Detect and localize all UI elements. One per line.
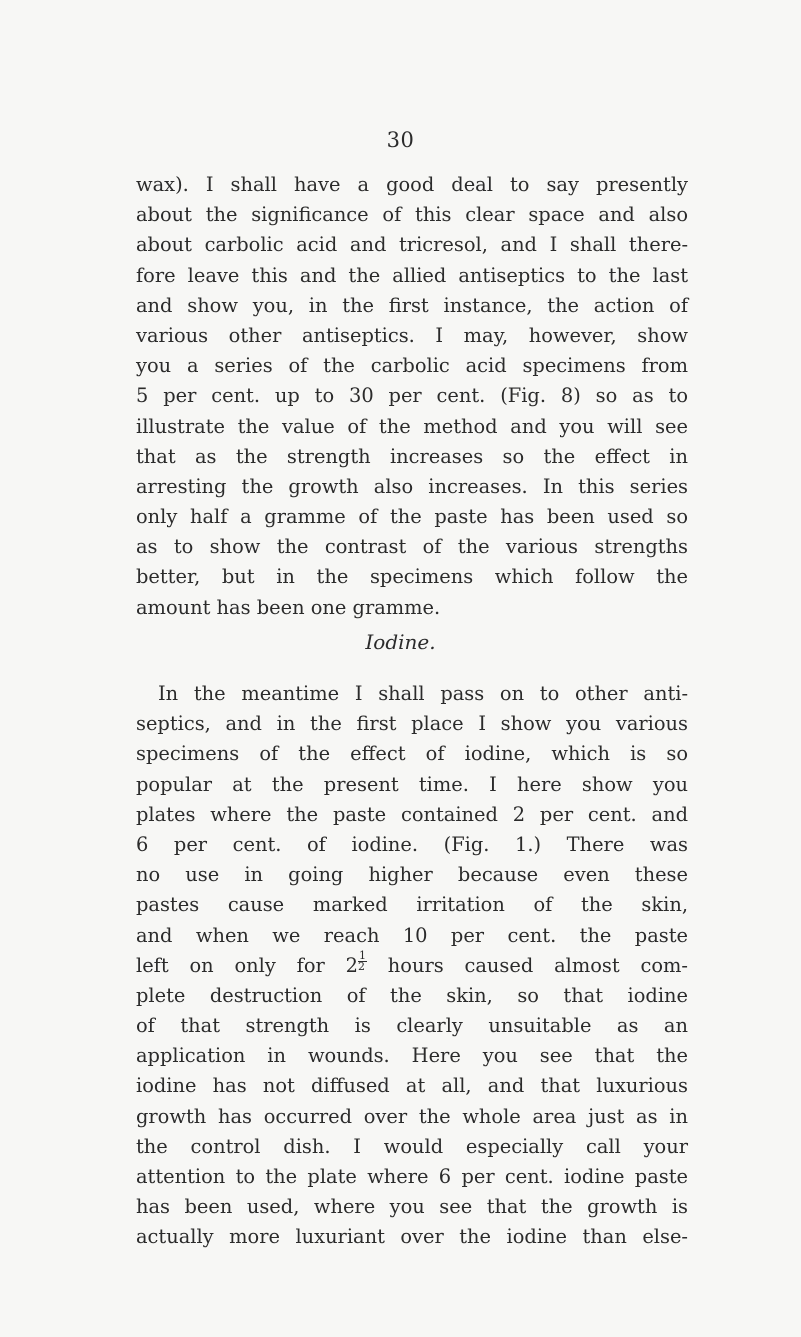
text-line: specimens of the effect of iodine, which is so [136,742,688,766]
text-line: iodine has not diffused at all, and that luxurious [136,1074,688,1098]
text-line: about the significance of this clear space and also [136,203,688,227]
text-line: various other antiseptics. I may, however, show [136,323,688,347]
text-line: better, but in the specimens which follow the [136,565,688,589]
paragraph-carbolic [136,170,688,623]
text-line: pastes cause marked irritation of the skin, [136,893,688,917]
text-line: you a series of the carbolic acid specimens from [136,354,688,378]
text-line: the control dish. I would especially call your [136,1134,688,1158]
page-number: 30 [386,128,415,152]
text-line: no use in going higher because even these [136,863,688,887]
fraction-one-half [357,948,367,973]
fraction-line-start: left on only for 2 [136,953,358,977]
fraction-line-end: hours caused almost com- [366,953,688,977]
text-line: popular at the present time. I here show you [136,772,688,796]
text-line: plete destruction of the skin, so that iodine [136,983,688,1007]
text-line: wax). I shall have a good deal to say presently [136,173,688,196]
text-line: and show you, in the first instance, the action of [136,293,688,317]
text-line-fraction [136,948,688,981]
text-line: actually more luxuriant over the iodine than else- [136,1225,688,1249]
text-line: and when we reach 10 per cent. the paste [136,923,688,947]
fraction-denominator: 2 [357,959,365,973]
text-line: growth has occurred over the whole area just as in [136,1104,688,1128]
section-heading-iodine: Iodine. [365,630,436,654]
text-line: has been used, where you see that the growth is [136,1195,688,1219]
text-line: of that strength is clearly unsuitable as an [136,1014,688,1038]
text-line: application in wounds. Here you see that the [136,1044,688,1068]
text-line: plates where the paste contained 2 per cent. and [136,802,688,826]
fraction-numerator: 1 [358,948,366,962]
text-line: amount has been one gramme. [136,595,441,619]
text-line: septics, and in the first place I show you various [136,712,688,736]
paragraph-iodine [136,679,688,1253]
text-line: about carbolic acid and tricresol, and I shall there- [136,233,688,257]
text-line: fore leave this and the allied antiseptics to the last [136,263,688,287]
text-line: arresting the growth also increases. In this series [136,474,688,498]
text-line: that as the strength increases so the effect in [136,444,688,468]
text-line: 6 per cent. of iodine. (Fig. 1.) There was [136,832,688,856]
text-line: 5 per cent. up to 30 per cent. (Fig. 8) so as to [136,384,688,408]
text-line: illustrate the value of the method and you will see [136,414,688,438]
text-line: as to show the contrast of the various strengths [136,535,688,559]
text-line: In the meantime I shall pass on to other anti- [158,682,688,705]
text-line: only half a gramme of the paste has been used so [136,505,688,529]
text-line: attention to the plate where 6 per cent. iodine paste [136,1165,688,1188]
